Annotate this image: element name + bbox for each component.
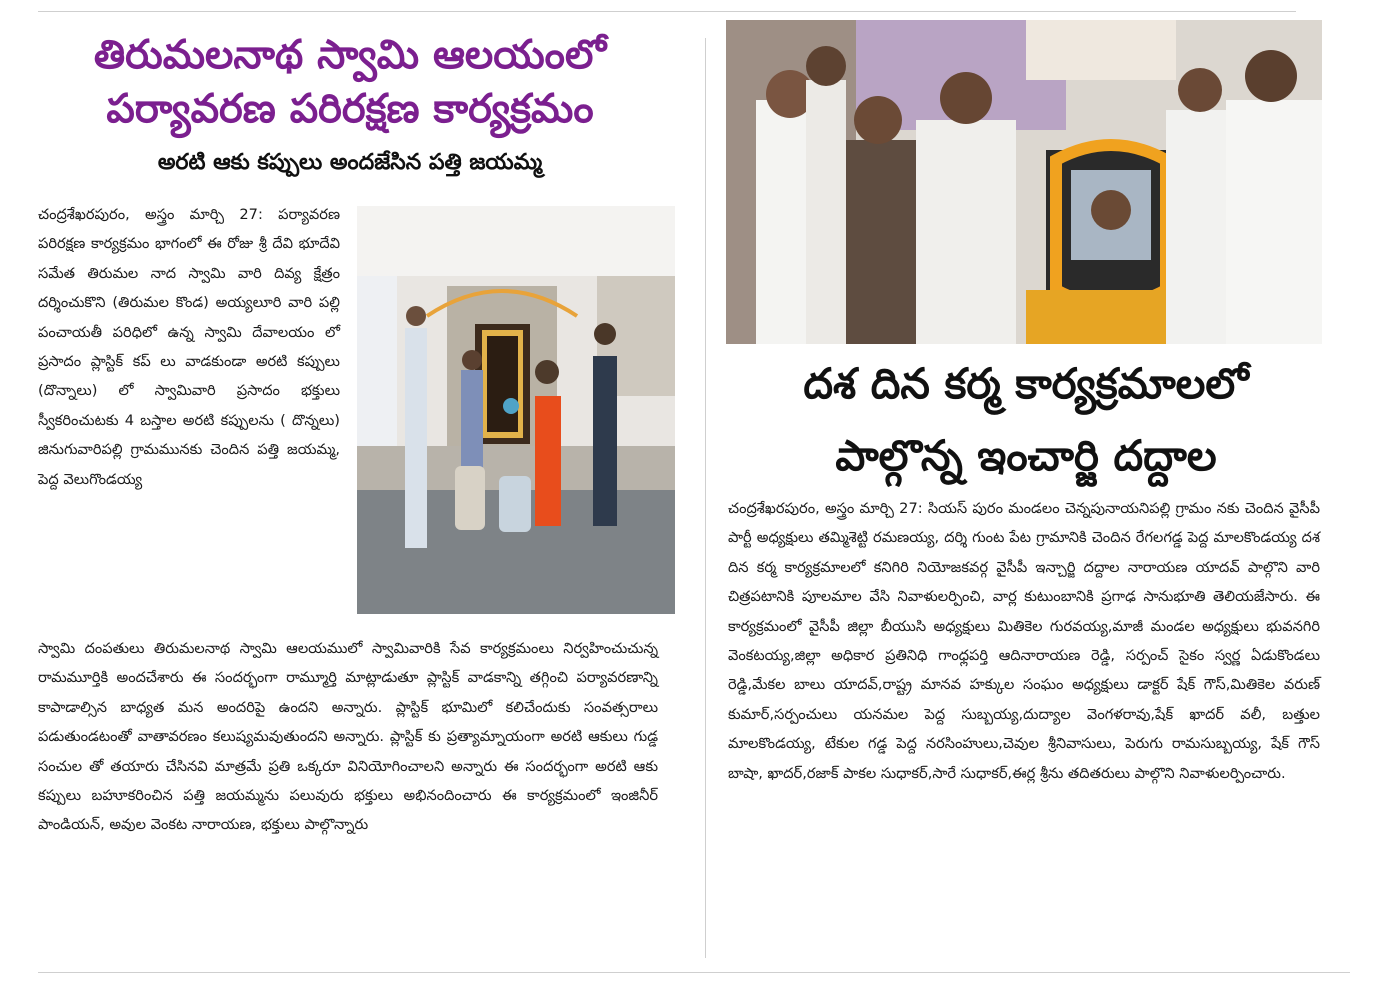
top-rule — [38, 11, 1296, 12]
right-body: చంద్రశేఖరపురం, అస్త్రం మార్చి 27: సియస్ పురం మండలం చెన్నపునాయనిపల్లి గ్రామం నకు చెందిన వైసీపీ పార్టీ అధ్యక్షులు తమ్మిశెట్టి రమణయ్య, దర్శి గుంట పేట గ్రామానికి చెందిన రేగలగడ్డ పెద్ద మాలకొండయ్య దశ దిన కర్మ కార్యక్రమాలలో కనిగిరి నియోజకవర్గ వైసీపీ ఇన్చార్జి దద్దాల నారాయణ యాదవ్ పాల్గొని వారి చిత్రపటానికి పూలమాల వేసి నివాళులర్పించి, వార్ల కుటుంబానికి ప్రగాఢ సానుభూతి తెలియజేసారు. ఈ కార్యక్రమంలో వైసీపీ జిల్లా బీయుసి అధ్యక్షులు మితికెల గురవయ్య,మాజీ మండల అధ్యక్షులు భువనగిరి వెంకటయ్య,జిల్లా అధికార ప్రతినిధి గాంధ్లపర్తి ఆదినారాయణ రెడ్డి, సర్పంచ్ సైకం స్వర్ణ ఏడుకొండలు రెడ్డి,మేకల బాలు యాదవ్,రాష్ట్ర మానవ హక్కుల సంఘం అధ్యక్షులు డాక్టర్ షేక్ గౌస్,మితికెల వరుణ్ కుమార్,సర్పంచులు యనమల పెద్ద సుబ్బయ్య,దుద్యాల వెంగళరావు,షేక్ ఖాదర్ వలీ, బత్తుల మాలకొండయ్య, టేకుల గడ్డ పెద్ద నరసింహులు,చెవుల శ్రీనివాసులు, పెరుగు రామసుబ్బయ్య, షేక్ గౌస్ బాషా, ఖాదర్,రజాక్ పాకల సుధాకర్,సారే సుధాకర్,ఈర్ల శ్రీను తదితరులు పాల్గొని నివాళులర్పించారు. — [728, 500, 1320, 782]
left-headline-line2: పర్యావరణ పరిరక్షణ కార్యక్రమం — [106, 86, 594, 132]
right-headline-line2: పాల్గొన్న ఇంచార్జి దద్దాల — [835, 431, 1217, 480]
temple-photo — [357, 206, 675, 614]
tribute-photo — [726, 20, 1322, 344]
right-headline — [726, 348, 1326, 492]
right-headline-line1: దశ దిన కర్మ కార్యక్రమాలలో — [803, 359, 1249, 408]
left-body-column: చంద్రశేఖరపురం, అస్త్రం మార్చి 27: పర్యావరణ పరిరక్షణ కార్యక్రమం భాగంలో ఈ రోజు శ్రీ దేవి భూదేవి సమేత తిరుమల నాద స్వామి వారి దివ్య క్షేత్రం దర్శించుకొని (తిరుమల కొండ) అయ్యలూరి వారి పల్లి పంచాయతీ పరిధిలో ఉన్న స్వామి దేవాలయం లో ప్రసాదం ప్లాస్టిక్ కప్ లు వాడకుండా అరటి కప్పులు (దొన్నాలు) లో స్వామివారి ప్రసాదం భక్తులు స్వీకరించుటకు 4 బస్తాల అరటి కప్పులను ( దొన్నలు) జినుగువారిపల్లి గ్రామమునకు చెందిన పత్తి జయమ్మ, పెద్ద వెలుగొండయ్య — [38, 206, 340, 488]
left-subheadline: అరటి ఆకు కప్పులు అందజేసిన పత్తి జయమ్మ — [157, 150, 543, 175]
bottom-rule — [38, 972, 1350, 973]
left-headline-line1: తిరుమలనాథ స్వామి ఆలయంలో — [93, 32, 607, 78]
left-body-wide: స్వామి దంపతులు తిరుమలనాథ స్వామి ఆలయములో స్వామివారికి సేవ కార్యక్రమంలు నిర్వహించుచున్న రామమూర్తికి అందచేశారు ఈ సందర్భంగా రామ్మూర్తి మాట్లాడుతూ ప్లాస్టిక్ వాడకాన్ని తగ్గించి పర్యావరణాన్ని కాపాడాల్సిన బాధ్యత మన అందరిపై ఉందని అన్నారు. ప్లాస్టిక్ భూమిలో కలిచేందుకు సంవత్సరాలు పడుతుండటంతో వాతావరణం కలుష్యమవుతుందని అన్నారు. ప్లాస్టిక్ కు ప్రత్యామ్నాయంగా అరటి ఆకులు గుడ్డ సంచుల తో తయారు చేసినవి మాత్రమే ప్రతి ఒక్కరూ వినియోగించాలని అన్నారు ఈ సందర్భంగా అరటి ఆకు కప్పులు బహూకరించిన పత్తి జయమ్మను పలువురు భక్తులు అభినందించారు ఈ కార్యక్రమంలో ఇంజినీర్ పాండియన్, అవుల వెంకట నారాయణ, భక్తులు పాల్గొన్నారు — [38, 640, 658, 834]
left-headline — [30, 28, 670, 136]
column-divider — [705, 38, 706, 958]
